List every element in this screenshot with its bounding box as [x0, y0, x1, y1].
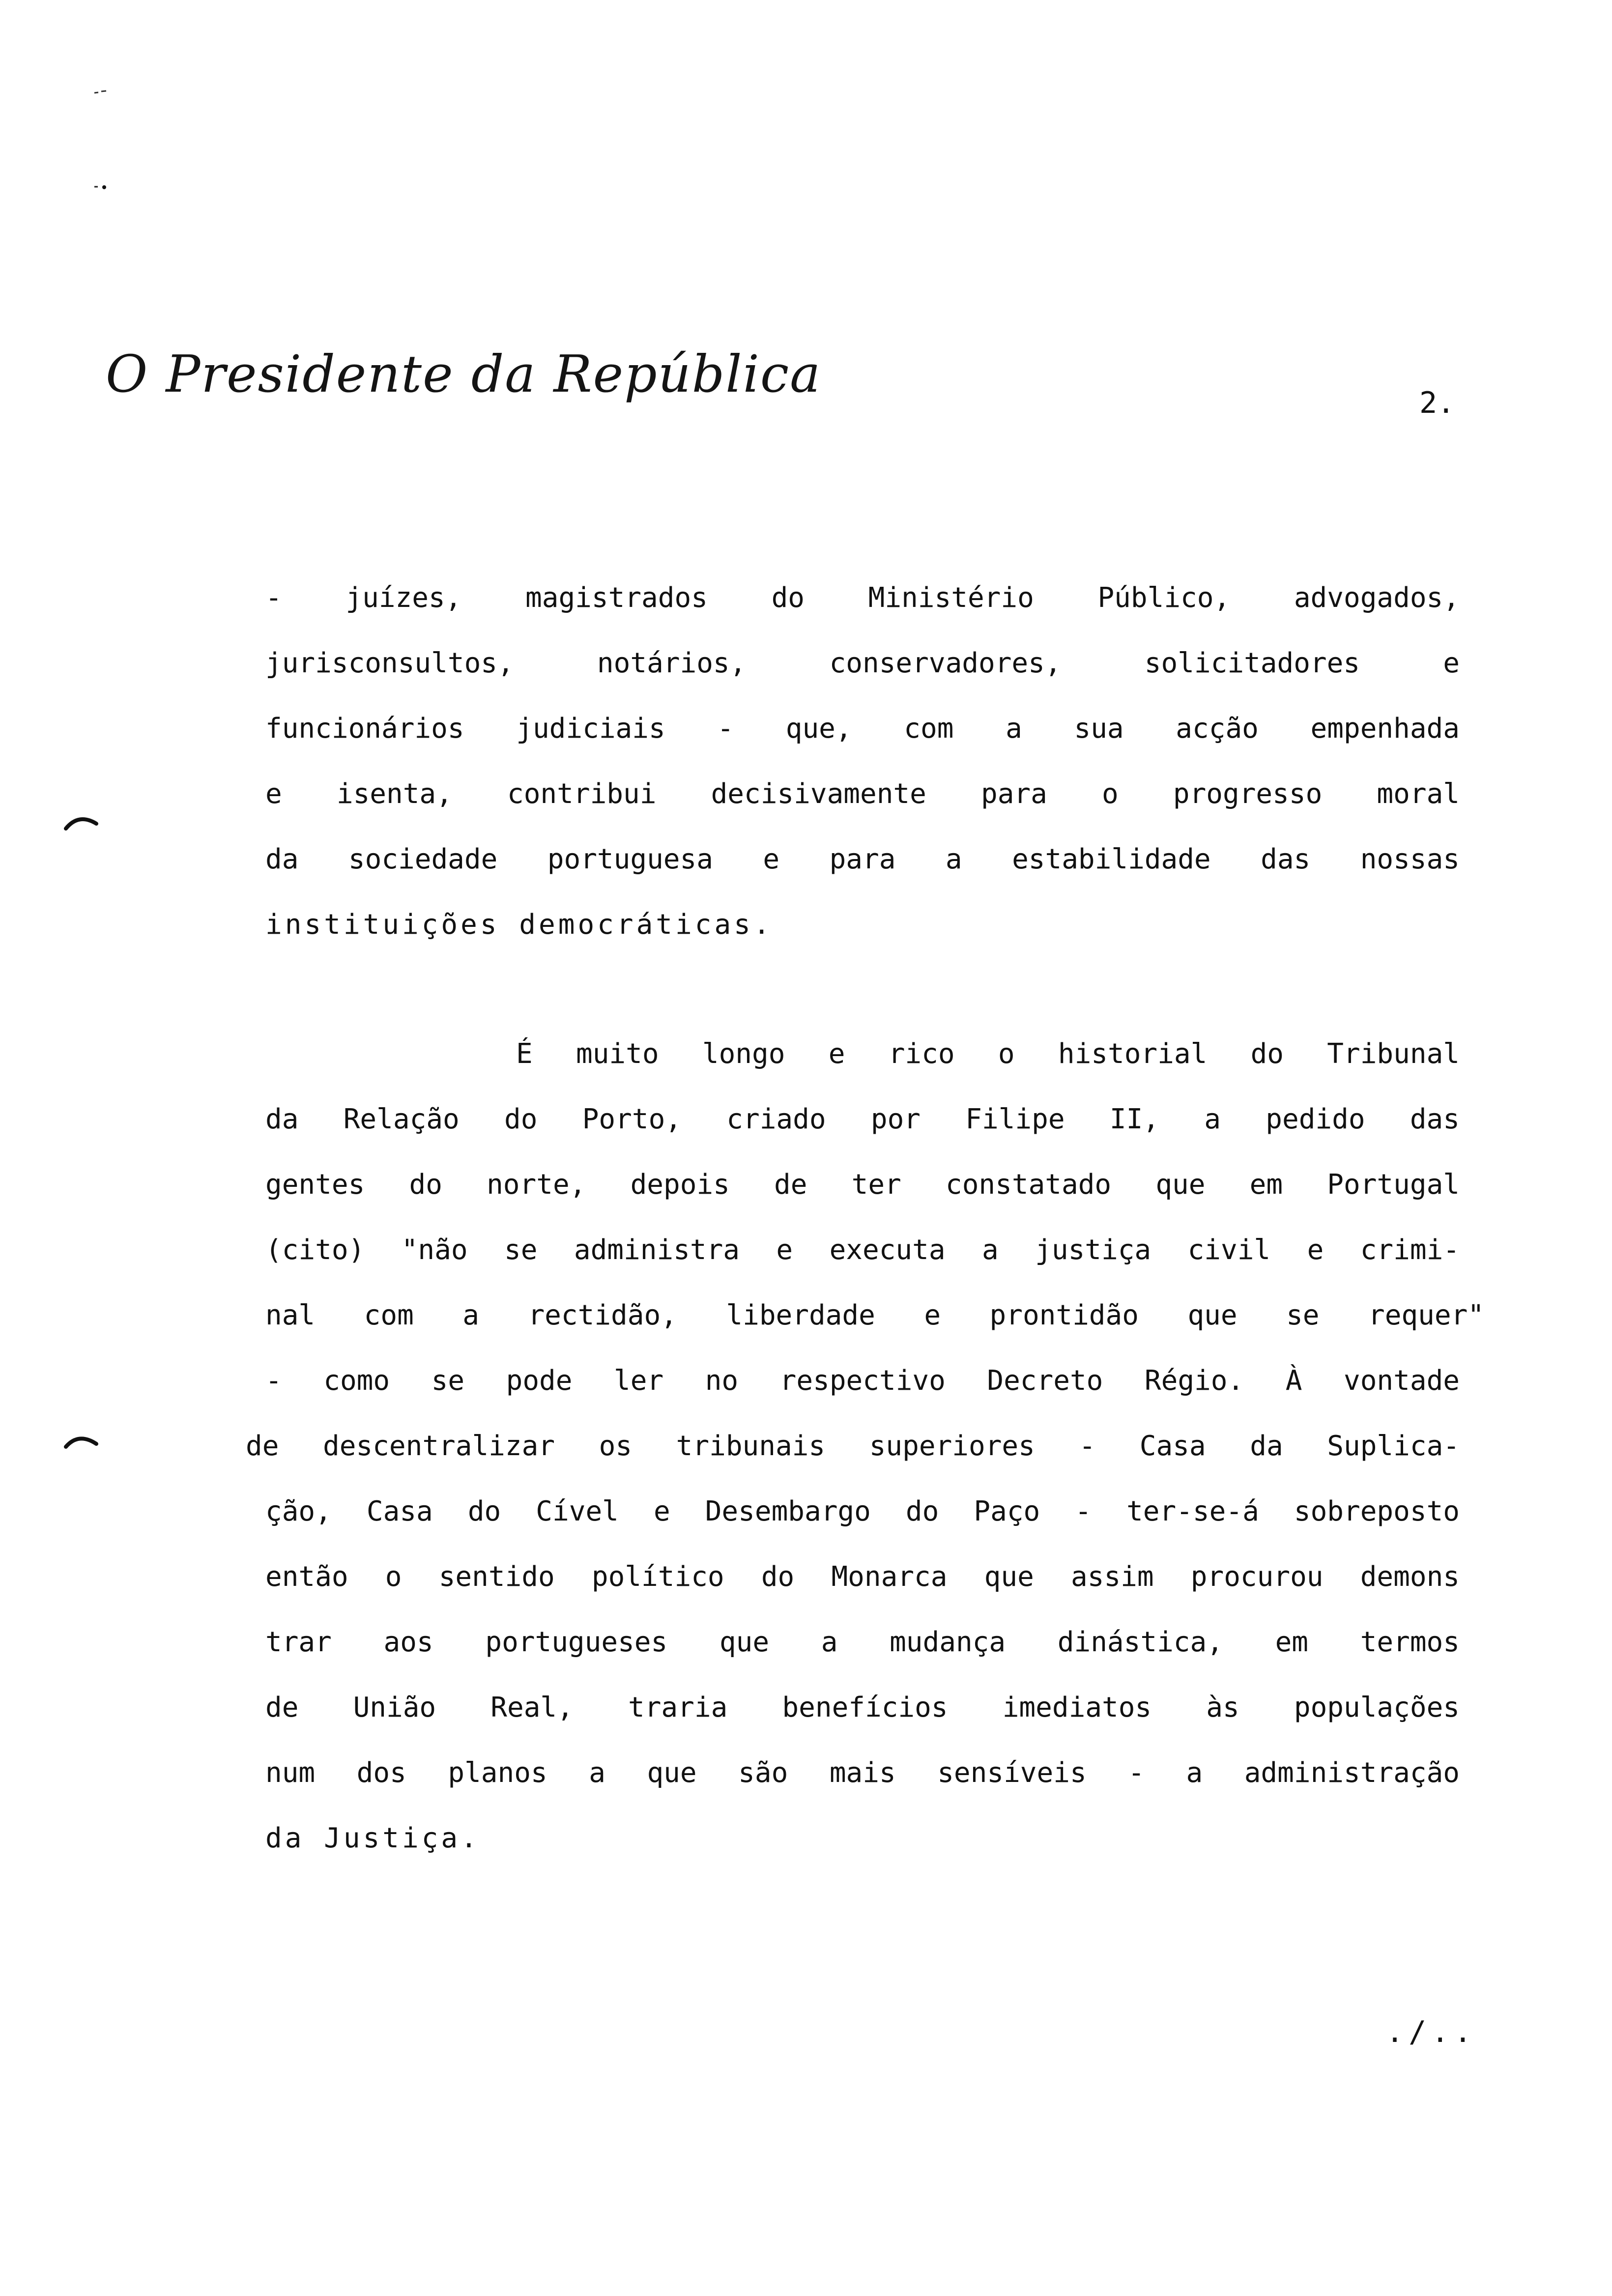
letterhead-title: O Presidente da República: [106, 344, 822, 404]
paragraph-1: [265, 565, 1460, 957]
text-line: de União Real, traria benefícios imediatos às populações: [265, 1692, 1460, 1723]
continuation-mark: ./..: [1386, 2015, 1477, 2049]
text-line: (cito) "não se administra e executa a justiça civil e crimi-: [265, 1234, 1460, 1266]
text-line: da Relação do Porto, criado por Filipe II, a pedido das: [265, 1103, 1460, 1135]
scan-speck-icon: [93, 183, 108, 191]
text-line: nal com a rectidão, liberdade e prontidão que se requer": [265, 1299, 1484, 1331]
scan-speck-icon: [93, 88, 108, 96]
page-number: 2.: [1419, 386, 1455, 420]
text-line: então o sentido político do Monarca que assim procurou demons: [265, 1561, 1460, 1593]
text-line: e isenta, contribui decisivamente para o progresso moral: [265, 778, 1460, 810]
text-line: da Justiça.: [265, 1822, 480, 1854]
punch-mark-icon: [64, 1430, 98, 1450]
text-line: ção, Casa do Cível e Desembargo do Paço - ter-se-á sobreposto: [265, 1495, 1460, 1527]
text-line: - como se pode ler no respectivo Decreto Régio. À vontade: [265, 1365, 1460, 1397]
text-line: funcionários judiciais - que, com a sua acção empenhada: [265, 713, 1460, 745]
paragraph-2: [246, 1021, 1484, 1871]
punch-mark-icon: [64, 811, 98, 831]
text-line: É muito longo e rico o historial do Tribunal: [516, 1038, 1460, 1070]
text-line: - juízes, magistrados do Ministério Público, advogados,: [265, 582, 1460, 614]
text-line: num dos planos a que são mais sensíveis - a administração: [265, 1757, 1460, 1789]
text-line: instituições democráticas.: [265, 909, 773, 941]
text-line: gentes do norte, depois de ter constatado que em Portugal: [265, 1169, 1460, 1201]
text-line: trar aos portugueses que a mudança dinástica, em termos: [265, 1626, 1460, 1658]
text-line: da sociedade portuguesa e para a estabilidade das nossas: [265, 843, 1460, 875]
text-line: jurisconsultos, notários, conservadores, solicitadores e: [265, 647, 1460, 679]
text-line: de descentralizar os tribunais superiores - Casa da Suplica-: [246, 1430, 1460, 1462]
